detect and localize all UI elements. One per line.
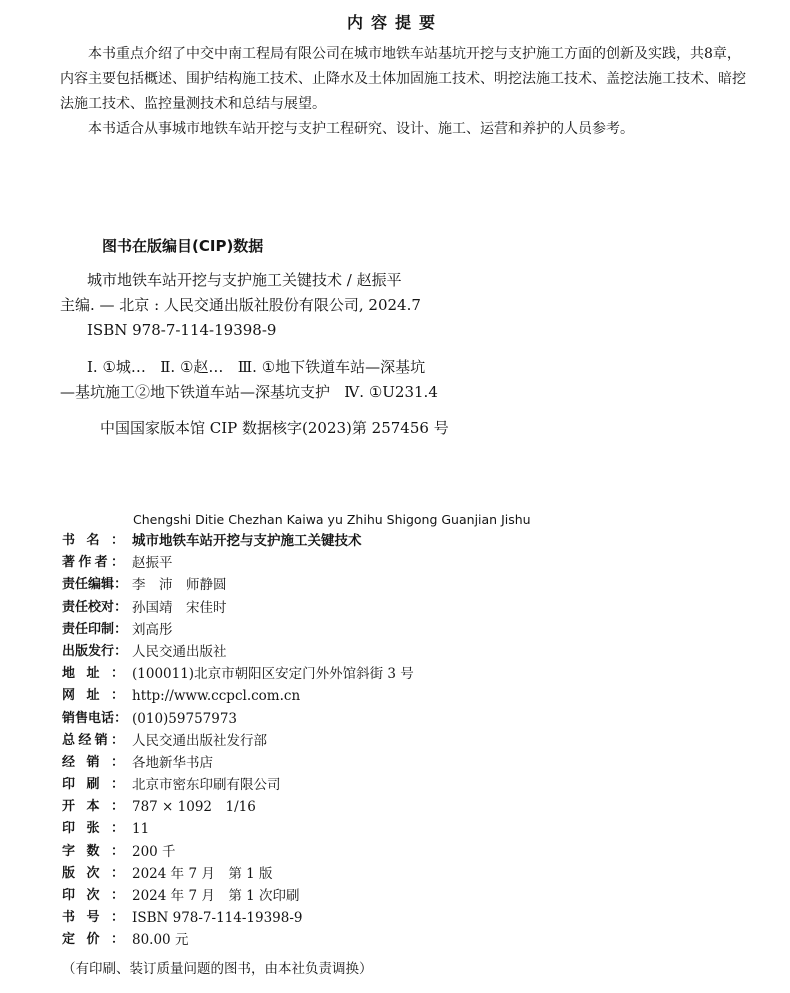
imprint-label-char: 销 bbox=[62, 710, 76, 726]
imprint-value: 刘高彤 bbox=[132, 621, 173, 638]
summary-paragraph-1: 本书重点介绍了中交中南工程局有限公司在城市地铁车站基坑开挖与支护施工方面的创新及实践，共8章，内容主要包括概述、围护结构施工技术、止降水及土体加固施工技术、明挖法施工技术、盖挖法施工技术、暗挖法施工技术、监控量测技术和总结与展望。 bbox=[60, 46, 746, 112]
imprint-label-char: 总 bbox=[62, 732, 76, 748]
imprint-row bbox=[62, 597, 762, 619]
imprint-value: (010)59757973 bbox=[132, 710, 238, 727]
imprint-value: 李 沛 师静圆 bbox=[132, 577, 227, 594]
imprint-label-colon: ： bbox=[110, 865, 124, 881]
cip-record-number: 中国国家版本馆 CIP 数据核字(2023)第 257456 号 bbox=[100, 419, 449, 437]
imprint-value: 200 千 bbox=[132, 843, 176, 860]
imprint-label-char: 本 bbox=[86, 799, 100, 815]
imprint-row bbox=[62, 885, 762, 907]
imprint-label-char: 编 bbox=[88, 577, 102, 593]
imprint-label-colon: ： bbox=[114, 577, 128, 593]
imprint-label-char: 辑 bbox=[101, 577, 115, 593]
imprint-label bbox=[62, 641, 132, 663]
imprint-label-char: 定 bbox=[62, 932, 76, 948]
imprint-label-char: 址 bbox=[86, 666, 100, 682]
imprint-label-char: 经 bbox=[78, 732, 92, 748]
imprint-label bbox=[62, 907, 132, 929]
imprint-label-colon: ： bbox=[110, 910, 124, 926]
imprint-label-char: 任 bbox=[75, 577, 89, 593]
imprint-label-char: 责 bbox=[62, 577, 76, 593]
imprint-row bbox=[62, 619, 762, 641]
imprint-label-char: 话 bbox=[101, 710, 115, 726]
imprint-value: 787 × 1092 1/16 bbox=[132, 799, 256, 816]
imprint-label-char: 印 bbox=[62, 888, 76, 903]
imprint-label-colon: ： bbox=[110, 533, 124, 548]
cip-classification-line-2: —基坑施工②地下铁道车站—深基坑支护 Ⅳ. ①U231.4 bbox=[60, 383, 438, 401]
imprint-value: 人民交通出版社 bbox=[132, 643, 227, 660]
imprint-label-colon: ： bbox=[110, 688, 124, 704]
imprint-label-char: 次 bbox=[86, 888, 100, 903]
cip-classification-line-1: Ⅰ. ①城… Ⅱ. ①赵… Ⅲ. ①地下铁道车站—深基坑 bbox=[87, 358, 426, 376]
imprint-value: (100011)北京市朝阳区安定门外外馆斜街 3 号 bbox=[132, 666, 414, 683]
imprint-label-char: 销 bbox=[86, 754, 100, 770]
cip-isbn-line: ISBN 978-7-114-19398-9 bbox=[87, 321, 277, 339]
imprint-row bbox=[62, 574, 762, 596]
imprint-row bbox=[62, 907, 762, 929]
imprint-label-char: 字 bbox=[62, 843, 76, 859]
imprint-label bbox=[62, 885, 132, 907]
imprint-label-char: 电 bbox=[88, 710, 102, 726]
pinyin-title: Chengshi Ditie Chezhan Kaiwa yu Zhihu Shigong Guanjian Jishu bbox=[133, 512, 531, 527]
imprint-label-char: 责 bbox=[62, 599, 76, 615]
imprint-label-char: 出 bbox=[62, 643, 76, 659]
imprint-value: 各地新华书店 bbox=[132, 754, 213, 771]
imprint-value: 2024 年 7 月 第 1 版 bbox=[132, 865, 273, 882]
imprint-label-char: 地 bbox=[62, 666, 76, 682]
imprint-value: 孙国靖 宋佳时 bbox=[132, 599, 227, 616]
imprint-row bbox=[62, 796, 762, 818]
quality-notice: （有印刷、装订质量问题的图书，由本社负责调换） bbox=[62, 961, 373, 977]
imprint-label-colon: ： bbox=[114, 599, 128, 615]
imprint-label bbox=[62, 574, 132, 596]
cip-heading: 图书在版编目(CIP)数据 bbox=[102, 237, 264, 255]
imprint-label bbox=[62, 841, 132, 863]
imprint-label bbox=[62, 663, 132, 685]
imprint-value: ISBN 978-7-114-19398-9 bbox=[132, 910, 303, 927]
imprint-row bbox=[62, 774, 762, 796]
imprint-label-colon: ： bbox=[114, 643, 128, 659]
imprint-row bbox=[62, 841, 762, 863]
imprint-label-char: 名 bbox=[86, 533, 100, 548]
imprint-label-char: 售 bbox=[75, 710, 89, 726]
imprint-label bbox=[62, 530, 132, 552]
imprint-label-char: 任 bbox=[75, 599, 89, 615]
imprint-label-colon: ： bbox=[110, 932, 124, 948]
imprint-label bbox=[62, 863, 132, 885]
imprint-label-char: 著 bbox=[62, 555, 76, 571]
imprint-label-char: 对 bbox=[101, 599, 115, 615]
imprint-label-colon: ： bbox=[110, 777, 124, 793]
imprint-label-colon: ： bbox=[114, 621, 128, 637]
imprint-label-char: 作 bbox=[78, 555, 92, 571]
imprint-row bbox=[62, 685, 762, 707]
imprint-label-char: 址 bbox=[86, 688, 100, 704]
imprint-label bbox=[62, 708, 132, 730]
imprint-label-char: 印 bbox=[62, 777, 76, 793]
imprint-row bbox=[62, 929, 762, 951]
imprint-label-char: 印 bbox=[88, 621, 102, 637]
imprint-label-char: 价 bbox=[86, 932, 100, 948]
imprint-value: 11 bbox=[132, 821, 150, 838]
imprint-value: 赵振平 bbox=[132, 555, 173, 572]
imprint-label-char: 印 bbox=[62, 821, 76, 837]
imprint-label bbox=[62, 796, 132, 818]
summary-title: 内容提要 bbox=[346, 13, 443, 32]
imprint-label-char: 书 bbox=[62, 533, 76, 548]
imprint-label-colon: ： bbox=[110, 799, 124, 815]
imprint-label-char: 数 bbox=[86, 843, 100, 859]
imprint-label-colon: ： bbox=[110, 732, 124, 748]
imprint-label-char: 版 bbox=[62, 865, 76, 881]
imprint-value: 城市地铁车站开挖与支护施工关键技术 bbox=[132, 533, 362, 549]
imprint-row bbox=[62, 641, 762, 663]
imprint-label-char: 校 bbox=[88, 599, 102, 615]
cip-line-1: 城市地铁车站开挖与支护施工关键技术 / 赵振平 bbox=[87, 271, 402, 289]
imprint-label-char: 书 bbox=[62, 910, 76, 926]
imprint-label bbox=[62, 752, 132, 774]
imprint-row bbox=[62, 663, 762, 685]
imprint-row bbox=[62, 752, 762, 774]
imprint-label-char: 者 bbox=[94, 555, 108, 571]
imprint-label bbox=[62, 774, 132, 796]
imprint-label bbox=[62, 619, 132, 641]
imprint-label-char: 张 bbox=[86, 821, 100, 837]
imprint-label-char: 行 bbox=[101, 643, 115, 659]
imprint-label-char: 号 bbox=[86, 910, 100, 926]
imprint-label-char: 制 bbox=[101, 621, 115, 637]
summary-paragraph-2: 本书适合从事城市地铁车站开挖与支护工程研究、设计、施工、运营和养护的人员参考。 bbox=[88, 121, 634, 137]
imprint-label-char: 刷 bbox=[86, 777, 100, 793]
imprint-label bbox=[62, 929, 132, 951]
imprint-label-char: 任 bbox=[75, 621, 89, 637]
imprint-label-colon: ： bbox=[110, 754, 124, 770]
imprint-value: 北京市密东印刷有限公司 bbox=[132, 777, 281, 794]
imprint-label-colon: ： bbox=[110, 666, 124, 682]
imprint-label-char: 开 bbox=[62, 799, 76, 815]
cip-line-2: 主编. — 北京 : 人民交通出版社股份有限公司, 2024.7 bbox=[60, 296, 421, 314]
imprint-value: 80.00 元 bbox=[132, 932, 189, 949]
imprint-label-char: 责 bbox=[62, 621, 76, 637]
imprint-label-colon: ： bbox=[114, 710, 128, 726]
imprint-label-char: 销 bbox=[94, 732, 108, 748]
imprint-row bbox=[62, 530, 762, 552]
imprint-value: 人民交通出版社发行部 bbox=[132, 732, 267, 749]
imprint-list bbox=[62, 530, 762, 952]
imprint-value: http://www.ccpcl.com.cn bbox=[132, 688, 301, 705]
imprint-label-char: 版 bbox=[75, 643, 89, 659]
imprint-row bbox=[62, 730, 762, 752]
imprint-row bbox=[62, 818, 762, 840]
imprint-label-colon: ： bbox=[110, 555, 124, 571]
imprint-value: 2024 年 7 月 第 1 次印刷 bbox=[132, 888, 300, 904]
imprint-label bbox=[62, 730, 132, 752]
imprint-label-colon: ： bbox=[110, 821, 124, 837]
imprint-label-colon: ： bbox=[110, 843, 124, 859]
imprint-label-colon: ： bbox=[110, 888, 124, 903]
imprint-row bbox=[62, 708, 762, 730]
imprint-row bbox=[62, 863, 762, 885]
imprint-label-char: 发 bbox=[88, 643, 102, 659]
imprint-label bbox=[62, 685, 132, 707]
imprint-label bbox=[62, 597, 132, 619]
imprint-label-char: 经 bbox=[62, 754, 76, 770]
imprint-label-char: 次 bbox=[86, 865, 100, 881]
imprint-label-char: 网 bbox=[62, 688, 76, 704]
imprint-label bbox=[62, 818, 132, 840]
imprint-row bbox=[62, 552, 762, 574]
imprint-label bbox=[62, 552, 132, 574]
